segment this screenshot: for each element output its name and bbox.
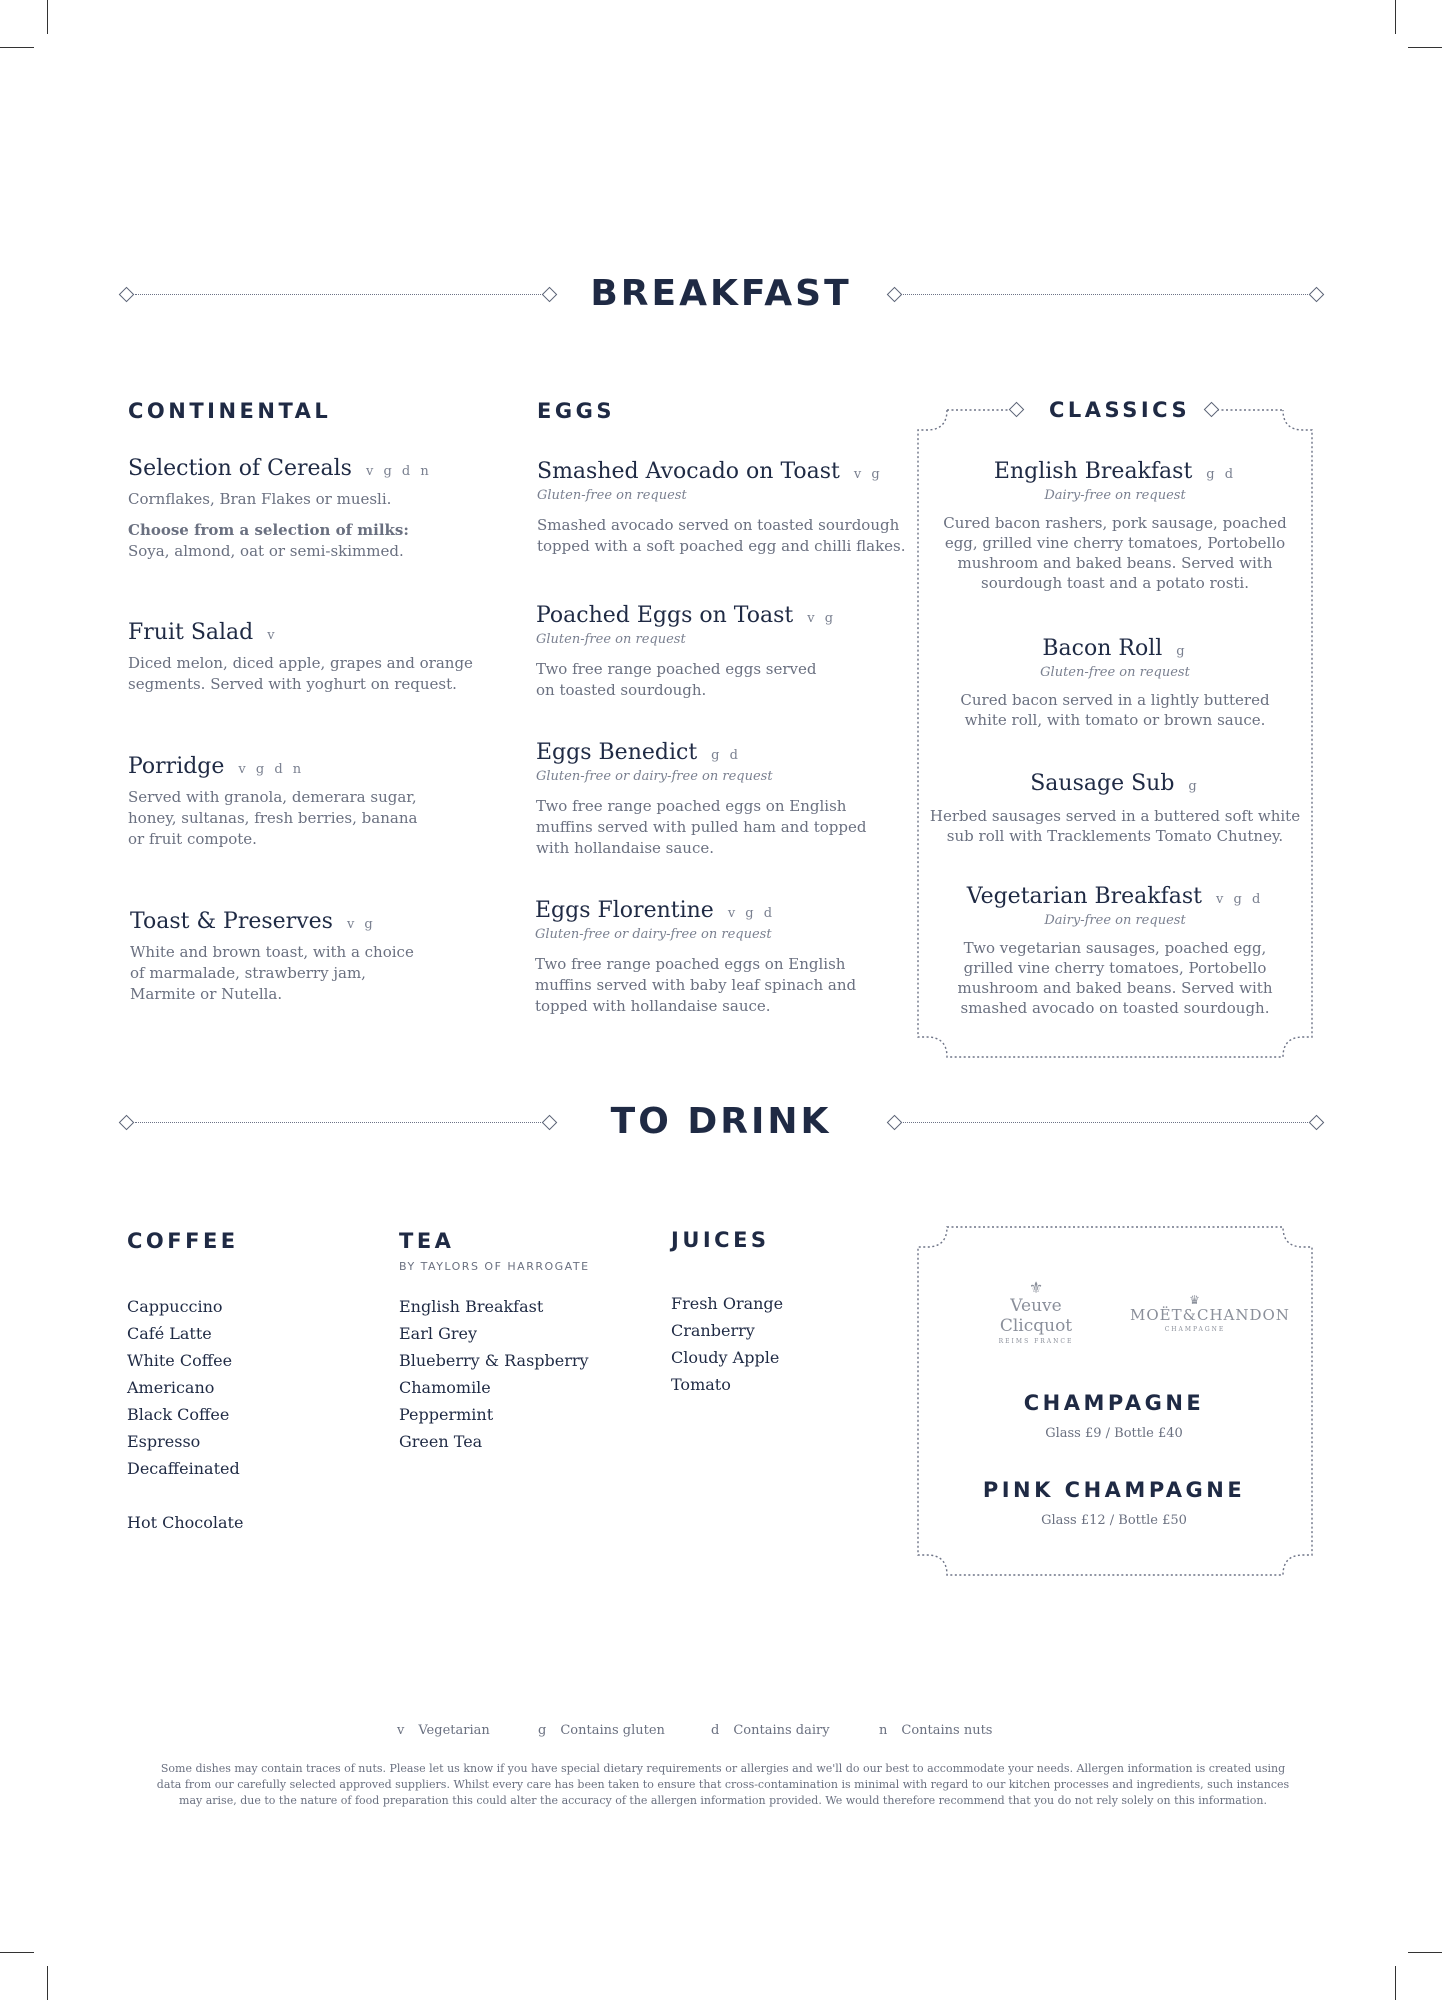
item-description: Two vegetarian sausages, poached egg, grilled vine cherry tomatoes, Portobello mushroom and baked beans. Served with smashed avocado on toasted sourdough. <box>957 939 1273 1017</box>
allergen-tags: g <box>1188 779 1200 794</box>
crop-mark <box>1408 1952 1442 1953</box>
menu-item <box>535 898 915 1017</box>
menu-item <box>917 459 1313 593</box>
legend-vegetarian: v Vegetarian <box>397 1723 490 1738</box>
list-item: Hot Chocolate <box>127 1513 244 1532</box>
milk-heading: Choose from a selection of milks: <box>128 521 409 539</box>
list-item: Peppermint <box>399 1405 494 1424</box>
allergen-tags: v <box>267 628 278 643</box>
item-note: Gluten-free on request <box>536 632 686 647</box>
item-name: English Breakfast g d <box>993 459 1237 484</box>
allergen-tags: g d <box>1206 467 1237 482</box>
allergen-tags: v g <box>807 611 837 626</box>
item-note: Gluten-free on request <box>1040 665 1190 680</box>
list-item: Americano <box>127 1378 215 1397</box>
list-item: Decaffeinated <box>127 1459 240 1478</box>
item-description: White and brown toast, with a choice of marmalade, strawberry jam, Marmite or Nutella. <box>130 943 414 1003</box>
item-note: Gluten-free on request <box>537 488 687 503</box>
pink-champagne-title: PINK CHAMPAGNE <box>982 1478 1246 1502</box>
item-name: Vegetarian Breakfast v g d <box>966 884 1264 909</box>
item-name: Toast & Preserves v g <box>130 909 376 934</box>
menu-item <box>128 754 508 850</box>
list-item: Cloudy Apple <box>671 1348 780 1367</box>
breakfast-title: BREAKFAST <box>590 273 852 314</box>
item-description: Herbed sausages served in a buttered soft white sub roll with Tracklements Tomato Chutney. <box>929 807 1301 845</box>
menu-item <box>917 771 1313 846</box>
allergen-tags: v g <box>853 467 883 482</box>
menu-item <box>917 636 1313 730</box>
item-note: Dairy-free on request <box>1044 488 1186 503</box>
item-name: Porridge v g d n <box>128 754 305 779</box>
crop-mark <box>1408 47 1442 48</box>
item-description: Smashed avocado served on toasted sourdough topped with a soft poached egg and chilli flakes. <box>537 516 906 555</box>
crop-mark <box>1395 1966 1396 2000</box>
list-item: Tomato <box>671 1375 731 1394</box>
allergen-tags: v g d <box>727 906 776 921</box>
item-name: Smashed Avocado on Toast v g <box>537 459 883 484</box>
champagne-price: Glass £9 / Bottle £40 <box>1045 1426 1183 1441</box>
item-description: Diced melon, diced apple, grapes and orange segments. Served with yoghurt on request. <box>128 654 473 693</box>
crop-mark <box>47 0 48 34</box>
list-item: Earl Grey <box>399 1324 478 1343</box>
item-note: Gluten-free or dairy-free on request <box>536 769 773 784</box>
diamond-icon <box>1309 1115 1325 1131</box>
list-item: Espresso <box>127 1432 201 1451</box>
menu-item <box>128 456 508 562</box>
list-item: English Breakfast <box>399 1297 544 1316</box>
allergen-tags: v g d <box>1216 892 1264 907</box>
tea-list <box>399 1293 589 1455</box>
item-name: Sausage Sub g <box>1030 771 1200 796</box>
allergen-disclaimer: Some dishes may contain traces of nuts. Please let us know if you have special dietary requirements or allergies and we'll do our best to accommodate your needs. Allergen information is created using data from our carefully selected approved suppliers. Whilst every care has been taken to ensure that cross-contamination is minimal with regard to our kitchen processes and ingredients, such instances may arise, due to the nature of food preparation this could alter the accuracy of the allergen information provided. We would therefore recommend that you do not rely solely on this information. <box>156 1762 1290 1807</box>
item-name: Eggs Florentine v g d <box>535 898 776 923</box>
divider-rule <box>121 1115 555 1131</box>
item-name: Bacon Roll g <box>1042 636 1188 661</box>
list-item: Black Coffee <box>127 1405 230 1424</box>
item-description: Cured bacon served in a lightly buttered white roll, with tomato or brown sauce. <box>960 691 1270 729</box>
coffee-title: COFFEE <box>127 1229 239 1253</box>
allergen-tags: g d <box>711 748 741 763</box>
list-item: Chamomile <box>399 1378 491 1397</box>
continental-title: CONTINENTAL <box>128 399 332 423</box>
champagne-title: CHAMPAGNE <box>1023 1391 1205 1415</box>
diamond-icon <box>119 1115 135 1131</box>
diamond-icon <box>119 287 135 303</box>
allergen-tags: v g <box>346 917 376 932</box>
legend-nuts: n Contains nuts <box>879 1723 993 1738</box>
item-note: Dairy-free on request <box>1044 913 1186 928</box>
crop-mark <box>0 1952 34 1953</box>
menu-item <box>536 740 916 859</box>
diamond-icon <box>887 1115 903 1131</box>
coffee-list <box>127 1293 243 1536</box>
crown-icon: ♛ <box>1189 1293 1201 1307</box>
item-note: Gluten-free or dairy-free on request <box>535 927 772 942</box>
allergen-tags: v g d n <box>238 762 305 777</box>
classics-title: CLASSICS <box>1049 398 1191 422</box>
menu-item <box>537 459 917 557</box>
diamond-icon <box>887 287 903 303</box>
item-description: Cured bacon rashers, pork sausage, poached egg, grilled vine cherry tomatoes, Portobello mushroom and baked beans. Served with sourdough toast and a potato rosti. <box>943 514 1287 592</box>
divider-rule <box>889 287 1322 303</box>
list-item: Fresh Orange <box>671 1294 784 1313</box>
list-item: Blueberry & Raspberry <box>399 1351 589 1370</box>
item-name: Poached Eggs on Toast v g <box>536 603 837 628</box>
list-item: Green Tea <box>399 1432 483 1451</box>
drinks-title: TO DRINK <box>610 1101 832 1142</box>
veuve-clicquot-logo: ⚜ Veuve Clicquot REIMS FRANCE <box>976 1280 1096 1345</box>
legend-dairy: d Contains dairy <box>711 1723 830 1738</box>
item-description: Two free range poached eggs on English muffins served with pulled ham and topped with hollandaise sauce. <box>536 797 867 857</box>
item-description: Two free range poached eggs served on toasted sourdough. <box>536 660 817 699</box>
item-description <box>128 520 508 562</box>
item-name: Selection of Cereals v g d n <box>128 456 432 481</box>
divider-rule <box>889 1115 1322 1131</box>
list-item: Café Latte <box>127 1324 212 1343</box>
milk-options: Soya, almond, oat or semi-skimmed. <box>128 542 404 560</box>
crop-mark <box>47 1966 48 2000</box>
menu-item <box>130 909 510 1005</box>
allergen-tags: v g d n <box>365 464 432 479</box>
juices-title: JUICES <box>671 1228 770 1252</box>
list-item: Cranberry <box>671 1321 755 1340</box>
pink-champagne-price: Glass £12 / Bottle £50 <box>1041 1513 1187 1528</box>
allergen-tags: g <box>1176 644 1188 659</box>
item-name: Fruit Salad v <box>128 620 278 645</box>
tea-title: TEA <box>399 1229 455 1253</box>
menu-item <box>917 884 1313 1018</box>
item-description: Cornflakes, Bran Flakes or muesli. <box>128 490 392 508</box>
diamond-icon <box>1309 287 1325 303</box>
juices-list <box>671 1290 783 1398</box>
menu-item <box>128 620 508 695</box>
item-description: Two free range poached eggs on English muffins served with baby leaf spinach and topped with hollandaise sauce. <box>535 955 857 1015</box>
eggs-title: EGGS <box>537 399 615 423</box>
legend-gluten: g Contains gluten <box>538 1723 665 1738</box>
item-name: Eggs Benedict g d <box>536 740 741 765</box>
item-description: Served with granola, demerara sugar, honey, sultanas, fresh berries, banana or fruit compote. <box>128 788 418 848</box>
list-item: Cappuccino <box>127 1297 223 1316</box>
diamond-icon <box>542 287 558 303</box>
diamond-icon <box>542 1115 558 1131</box>
tea-subtitle: BY TAYLORS OF HARROGATE <box>399 1260 590 1273</box>
list-item: White Coffee <box>127 1351 233 1370</box>
crop-mark <box>0 47 34 48</box>
menu-item <box>536 603 916 701</box>
moet-chandon-logo: ♛ MOËT&CHANDON CHAMPAGNE <box>1130 1293 1290 1333</box>
divider-rule <box>121 287 555 303</box>
crop-mark <box>1395 0 1396 34</box>
crest-icon: ⚜ <box>1028 1278 1044 1297</box>
